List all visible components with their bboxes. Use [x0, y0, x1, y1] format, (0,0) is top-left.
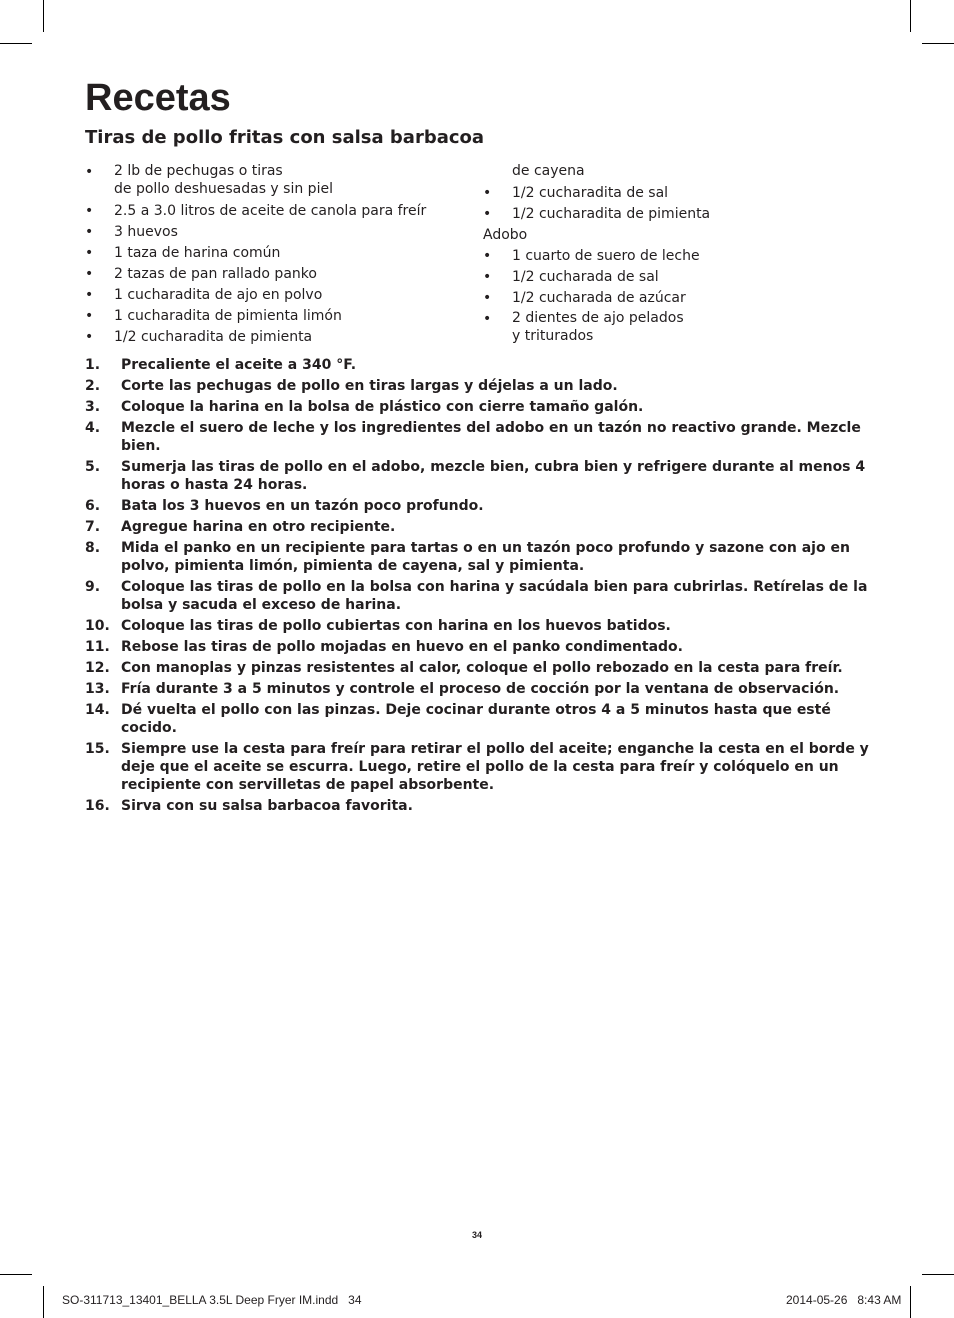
bullet: •: [483, 206, 492, 222]
step-text: Bata los 3 huevos en un tazón poco profundo.: [121, 498, 484, 514]
page-number: 34: [471, 1230, 482, 1240]
step-text: Sumerja las tiras de pollo en el adobo, mezcle bien, cubra bien y refrigere durante al menos 4 horas o hasta 24 horas.: [121, 459, 866, 493]
ingredient-text: 3 huevos: [114, 224, 178, 240]
bullet: •: [483, 185, 492, 201]
step-text: Coloque las tiras de pollo cubiertas con harina en los huevos batidos.: [121, 618, 671, 634]
step-text: Rebose las tiras de pollo mojadas en huevo en el panko condimentado.: [121, 639, 683, 655]
ingredient-text: 2.5 a 3.0 litros de aceite de canola para freír: [114, 203, 427, 219]
instruction-step: [85, 377, 875, 395]
step-number: 10.: [85, 618, 110, 634]
ingredient-text: 2 dientes de ajo pelados: [512, 310, 684, 326]
ingredient-item: [85, 327, 465, 348]
ingredients-left-column: [85, 162, 465, 348]
step-text: Corte las pechugas de pollo en tiras largas y déjelas a un lado.: [121, 378, 618, 394]
ingredient-item: [85, 162, 465, 198]
step-text: Con manoplas y pinzas resistentes al calor, coloque el pollo rebozado en la cesta para freír.: [121, 660, 843, 676]
footer-timestamp: 2014-05-26 8:43 AM: [786, 1293, 902, 1307]
marinade-heading: Adobo: [483, 227, 528, 243]
step-number: 15.: [85, 741, 110, 757]
instruction-step: [85, 740, 875, 794]
step-number: 6.: [85, 498, 101, 514]
ingredient-item: [85, 222, 465, 243]
step-text: Sirva con su salsa barbacoa favorita.: [121, 798, 413, 814]
ingredient-item: [483, 267, 863, 288]
step-number: 7.: [85, 519, 101, 535]
ingredient-text: 1/2 cucharada de sal: [512, 269, 659, 285]
ingredient-text: 1 taza de harina común: [114, 245, 281, 261]
step-number: 13.: [85, 681, 110, 697]
instruction-step: [85, 398, 875, 416]
ingredient-text: 1 cucharadita de ajo en polvo: [114, 287, 323, 303]
instruction-step: [85, 638, 875, 656]
crop-mark: [43, 1286, 44, 1318]
ingredient-item: [85, 264, 465, 285]
bullet: •: [483, 311, 492, 327]
instructions-list: [85, 356, 875, 818]
instruction-step: [85, 797, 875, 815]
step-text: Coloque la harina en la bolsa de plástico con cierre tamaño galón.: [121, 399, 644, 415]
step-number: 12.: [85, 660, 110, 676]
ingredient-text: 1/2 cucharadita de pimienta: [114, 329, 313, 345]
bullet: •: [85, 224, 94, 240]
instruction-step: [85, 458, 875, 494]
ingredient-item: [85, 243, 465, 264]
step-number: 3.: [85, 399, 101, 415]
instruction-step: [85, 497, 875, 515]
bullet: •: [85, 308, 94, 324]
step-text: Agregue harina en otro recipiente.: [121, 519, 396, 535]
step-text: Mida el panko en un recipiente para tartas o en un tazón poco profundo y sazone con ajo en polvo, pimienta limón, pimienta de cayena, sal y pimienta.: [121, 540, 850, 574]
crop-mark: [910, 1286, 911, 1318]
bullet: •: [85, 245, 94, 261]
instruction-step: [85, 578, 875, 614]
ingredient-text: 2 lb de pechugas o tiras: [114, 163, 283, 179]
crop-mark: [910, 0, 911, 32]
bullet: •: [85, 329, 94, 345]
step-text: Coloque las tiras de pollo en la bolsa con harina y sacúdala bien para cubrirlas. Retírelas de la bolsa y sacuda el exceso de harina.: [121, 579, 868, 613]
ingredient-item: [483, 288, 863, 309]
ingredient-text: 1/2 cucharadita de sal: [512, 185, 669, 201]
instruction-step: [85, 356, 875, 374]
ingredient-item: [85, 201, 465, 222]
step-text: Siempre use la cesta para freír para retirar el pollo del aceite; enganche la cesta en el borde y deje que el aceite se escurra. Luego, retire el pollo de la cesta para freír y colóquelo en un recipiente con servilletas de papel absorbente.: [121, 741, 869, 793]
ingredients-right-column: [483, 162, 863, 348]
step-text: Precaliente el aceite a 340 °F.: [121, 357, 357, 373]
crop-mark: [0, 1274, 32, 1275]
ingredient-text: 1 cuarto de suero de leche: [512, 248, 700, 264]
footer-file-name: SO-311713_13401_BELLA 3.5L Deep Fryer IM.indd 34: [62, 1293, 362, 1307]
step-number: 8.: [85, 540, 101, 556]
crop-mark: [43, 0, 44, 32]
ingredient-item: [85, 285, 465, 306]
instruction-step: [85, 518, 875, 536]
bullet: •: [85, 164, 94, 180]
instruction-step: [85, 539, 875, 575]
ingredient-text-continued: de pollo deshuesadas y sin piel: [114, 181, 333, 197]
recipe-title: Tiras de pollo fritas con salsa barbacoa: [85, 127, 485, 148]
crop-mark: [922, 43, 954, 44]
ingredient-text: 1 cucharadita de pimienta limón: [114, 308, 342, 324]
ingredient-text: 2 tazas de pan rallado panko: [114, 266, 317, 282]
ingredient-item: [483, 309, 863, 345]
page-title: Recetas: [85, 77, 231, 119]
ingredient-continuation: [483, 162, 863, 181]
crop-mark: [0, 43, 32, 44]
ingredient-item: [483, 246, 863, 267]
ingredient-text-continued: y triturados: [512, 328, 594, 344]
ingredient-text: de cayena: [512, 163, 585, 179]
step-number: 5.: [85, 459, 101, 475]
instruction-step: [85, 680, 875, 698]
bullet: •: [85, 203, 94, 219]
bullet: •: [483, 248, 492, 264]
ingredient-text: 1/2 cucharadita de pimienta: [512, 206, 711, 222]
step-text: Fría durante 3 a 5 minutos y controle el proceso de cocción por la ventana de observación.: [121, 681, 840, 697]
step-number: 2.: [85, 378, 101, 394]
step-number: 1.: [85, 357, 101, 373]
instruction-step: [85, 617, 875, 635]
instruction-step: [85, 419, 875, 455]
step-number: 9.: [85, 579, 101, 595]
step-number: 11.: [85, 639, 110, 655]
instruction-step: [85, 701, 875, 737]
ingredient-item: [483, 183, 863, 204]
step-text: Mezcle el suero de leche y los ingredientes del adobo en un tazón no reactivo grande. Mezcle bien.: [121, 420, 861, 454]
bullet: •: [483, 269, 492, 285]
ingredient-item: [483, 204, 863, 225]
instruction-step: [85, 659, 875, 677]
ingredient-item: [85, 306, 465, 327]
step-number: 4.: [85, 420, 101, 436]
bullet: •: [483, 290, 492, 306]
step-number: 14.: [85, 702, 110, 718]
crop-mark: [922, 1274, 954, 1275]
ingredient-text: 1/2 cucharada de azúcar: [512, 290, 686, 306]
step-text: Dé vuelta el pollo con las pinzas. Deje cocinar durante otros 4 a 5 minutos hasta que esté cocido.: [121, 702, 831, 736]
bullet: •: [85, 287, 94, 303]
bullet: •: [85, 266, 94, 282]
step-number: 16.: [85, 798, 110, 814]
